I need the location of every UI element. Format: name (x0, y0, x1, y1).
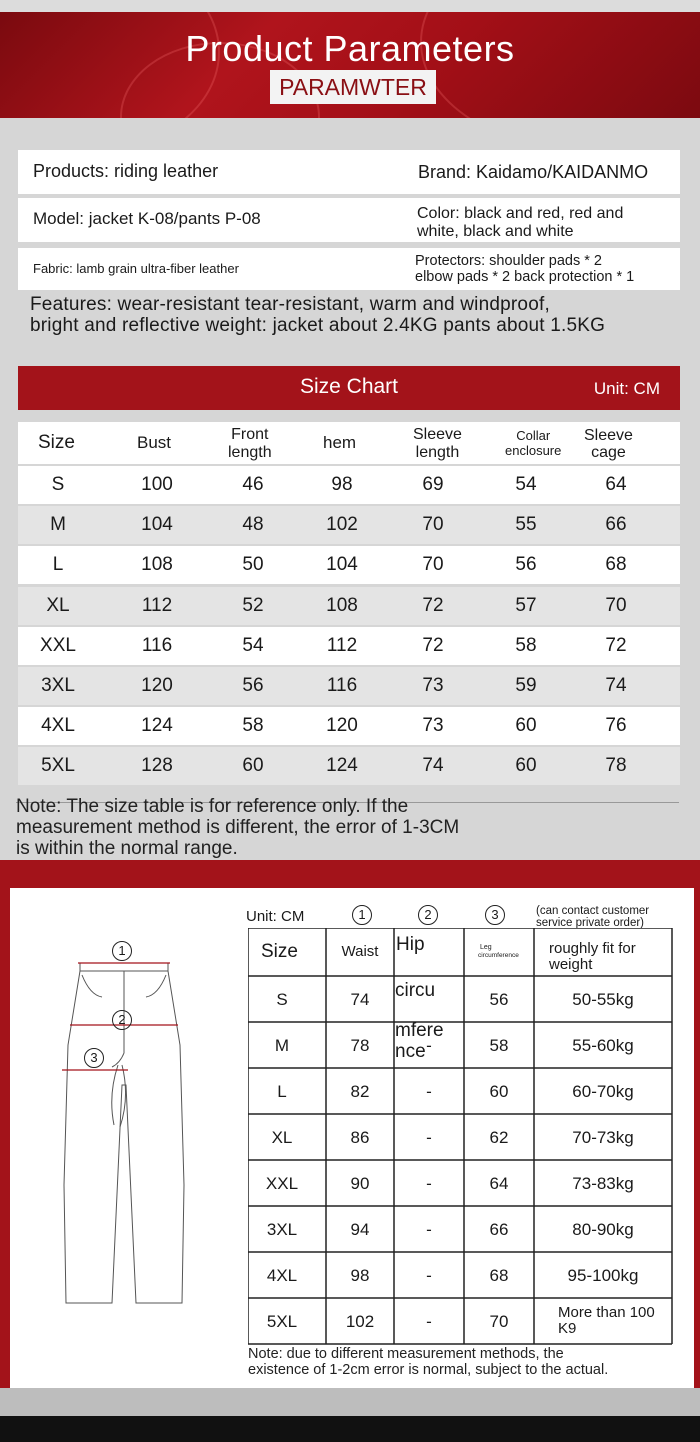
header-sleeve-length: Sleeve length (413, 426, 462, 461)
pants-cell-hip: - (426, 1220, 432, 1239)
cell-collar: 54 (515, 474, 537, 495)
cell-sleeve: 72 (422, 594, 444, 616)
cell-size: XXL (40, 634, 76, 656)
pants-cell-size: 3XL (266, 1220, 298, 1239)
cell-collar: 57 (515, 594, 537, 616)
cell-bust: 108 (141, 554, 173, 576)
cell-hem: 112 (326, 634, 358, 656)
cell-size: XL (46, 594, 70, 616)
cell-size: 4XL (41, 715, 75, 737)
cell-bust: 100 (141, 474, 173, 495)
size-chart-note (16, 796, 459, 859)
bottom-bar (0, 1416, 700, 1442)
header-bust: Bust (137, 433, 172, 452)
cell-sleeve: 70 (422, 554, 444, 576)
cell-front: 56 (242, 675, 264, 696)
color-line-1: Color: black and red, red and (417, 205, 624, 222)
cell-sleeve: 74 (422, 755, 444, 777)
pants-cell-hip: - (426, 1312, 432, 1331)
cell-cage: 64 (605, 474, 627, 495)
table-row (18, 466, 680, 504)
page-title: Product Parameters (185, 28, 515, 69)
pants-cell-weight-1: More than 100 (558, 1304, 655, 1321)
pants-cell-hip: - (426, 1266, 432, 1285)
pants-header-weight-2: weight (549, 956, 593, 973)
size-chart-title: Size Chart (299, 375, 399, 398)
pants-header-hip: Hip (396, 934, 425, 955)
cell-sleeve: 73 (422, 675, 444, 696)
pants-header-waist: Waist (341, 943, 379, 960)
cell-size: L (52, 554, 64, 576)
pants-cell-waist: 78 (350, 1036, 370, 1055)
features-line-1: Features: wear-resistant tear-resistant, warm and windproof, (30, 294, 550, 315)
contact-note: (can contact customer service private order) (536, 905, 650, 929)
pants-cell-leg: 66 (489, 1220, 509, 1239)
cell-bust: 128 (141, 755, 173, 777)
size-chart-header-row (18, 422, 680, 464)
cell-hem: 98 (331, 474, 353, 495)
cell-collar: 59 (515, 675, 537, 696)
cell-front: 60 (242, 755, 264, 777)
pants-pocket-right (146, 975, 166, 997)
pants-note (248, 1346, 608, 1378)
cell-bust: 112 (141, 594, 173, 616)
pants-cell-leg: 70 (489, 1312, 509, 1331)
col-marker-2-icon: 2 (418, 905, 438, 925)
pants-cell-hip: - (426, 1128, 432, 1147)
cell-collar: 58 (515, 634, 537, 656)
cell-cage: 74 (605, 675, 627, 696)
cell-cage: 68 (605, 554, 627, 576)
pants-cell-weight: 80-90kg (572, 1220, 634, 1239)
table-row (18, 627, 680, 665)
header-front-length: Front length (228, 426, 272, 461)
pants-cell-hip: - (426, 1174, 432, 1193)
cell-bust: 124 (141, 715, 173, 737)
fabric-text: Fabric: lamb grain ultra-fiber leather (33, 261, 239, 276)
cell-size: S (51, 474, 65, 495)
pants-drawstring (112, 1065, 126, 1127)
cell-hem: 108 (326, 594, 358, 616)
cell-bust: 120 (141, 675, 173, 696)
pants-cell-waist: 102 (345, 1312, 375, 1331)
pants-cell-size: 4XL (266, 1266, 298, 1285)
cell-hem: 102 (326, 514, 358, 536)
pants-note-line-2: existence of 1-2cm error is normal, subject to the actual. (248, 1362, 609, 1378)
cell-front: 50 (242, 554, 264, 576)
features-text (30, 294, 605, 336)
cell-cage: 76 (605, 715, 627, 737)
col-marker-3-icon: 3 (485, 905, 505, 925)
pants-cell-leg: 60 (489, 1082, 509, 1101)
pants-cell-size: L (277, 1082, 287, 1101)
pants-cell-size: 5XL (266, 1312, 298, 1331)
pants-cell-waist: 98 (350, 1266, 370, 1285)
pants-cell-hip: - (426, 1082, 432, 1101)
cell-front: 58 (242, 715, 264, 737)
protectors-text (415, 253, 634, 285)
cell-size: M (50, 514, 66, 536)
pants-cell-waist: 82 (350, 1082, 370, 1101)
pants-cell-leg: 64 (489, 1174, 509, 1193)
cell-collar: 55 (515, 514, 537, 536)
cell-collar: 60 (515, 715, 537, 737)
pants-cell-size: XL (271, 1128, 293, 1147)
cell-size: 5XL (41, 755, 75, 777)
brand-text: Brand: Kaidamo/KAIDANMO (418, 162, 649, 182)
cell-cage: 66 (605, 514, 627, 536)
cell-sleeve: 70 (422, 514, 444, 536)
cell-cage: 72 (605, 634, 627, 656)
cell-bust: 104 (141, 514, 173, 536)
pants-cell-size: S (276, 990, 288, 1009)
protectors-line-2: elbow pads * 2 back protection * 1 (415, 269, 635, 285)
table-row (18, 747, 680, 785)
pants-unit: Unit: CM (246, 908, 305, 925)
table-row (18, 587, 680, 625)
header-collar: Collar enclosure (505, 428, 562, 458)
cell-collar: 60 (515, 755, 537, 777)
pants-cell-leg: 56 (489, 990, 509, 1009)
hip-overflow-b: mfere (395, 1020, 444, 1041)
col-marker-1-icon: 1 (352, 905, 372, 925)
page-subtitle: PARAMWTER (270, 70, 436, 104)
table-row (18, 667, 680, 705)
pants-note-line-1: Note: due to different measurement methods, the (248, 1346, 564, 1362)
pants-diagram (50, 935, 200, 1315)
pants-cell-leg: 58 (489, 1036, 509, 1055)
pants-cell-weight: 73-83kg (572, 1174, 634, 1193)
pants-header-size: Size (261, 941, 298, 962)
header-sleeve-cage: Sleeve cage (584, 427, 633, 461)
products-text: Products: riding leather (33, 161, 219, 181)
note-line-3: is within the normal range. (16, 838, 238, 859)
note-line-1: Note: The size table is for reference only. If the (16, 796, 409, 817)
pants-cell-weight: 55-60kg (572, 1036, 634, 1055)
cell-hem: 116 (326, 675, 358, 696)
hip-overflow-a: circu (395, 980, 436, 1001)
cell-cage: 78 (605, 755, 627, 777)
pants-cell-leg: 68 (489, 1266, 509, 1285)
protectors-line-1: Protectors: shoulder pads * 2 (415, 253, 602, 269)
size-chart-unit: Unit: CM (593, 379, 660, 398)
pants-header-weight-1: roughly fit for (549, 940, 636, 957)
pants-cell-waist: 74 (350, 990, 370, 1009)
cell-front: 46 (242, 474, 264, 495)
pants-cell-weight-2: K9 (558, 1320, 577, 1337)
marker-3-icon: 3 (84, 1048, 104, 1068)
cell-sleeve: 72 (422, 634, 444, 656)
table-row (18, 546, 680, 584)
cell-sleeve: 69 (422, 474, 444, 495)
marker-2-icon: 2 (112, 1010, 132, 1030)
cell-front: 54 (242, 634, 264, 656)
cell-front: 48 (242, 514, 264, 536)
pants-cell-size: XXL (265, 1174, 299, 1193)
pants-header-leg-1: Leg (480, 944, 492, 951)
pants-cell-waist: 94 (350, 1220, 370, 1239)
pants-cell-hip: - (426, 1036, 432, 1055)
pants-cell-weight: 50-55kg (572, 990, 634, 1009)
cell-hem: 120 (326, 715, 358, 737)
color-text (417, 205, 623, 241)
pants-waistband (80, 963, 168, 971)
pants-cell-waist: 86 (350, 1128, 370, 1147)
hip-overflow-c: nce (395, 1041, 426, 1062)
header-hem: hem (323, 433, 357, 452)
cell-size: 3XL (41, 675, 75, 696)
top-strip (0, 0, 700, 12)
cell-front: 52 (242, 594, 264, 616)
pants-cell-leg: 62 (489, 1128, 509, 1147)
pants-cell-weight: 70-73kg (572, 1128, 634, 1147)
features-line-2: bright and reflective weight: jacket about 2.4KG pants about 1.5KG (30, 315, 606, 336)
cell-hem: 104 (326, 554, 358, 576)
pants-cell-weight: 60-70kg (572, 1082, 634, 1101)
pants-header-leg-2: circumference (478, 952, 519, 959)
table-row (18, 506, 680, 544)
cell-bust: 116 (141, 634, 173, 656)
note-line-2: measurement method is different, the error of 1-3CM (16, 817, 460, 838)
cell-hem: 124 (326, 755, 358, 777)
pants-pocket-left (82, 975, 102, 997)
cell-cage: 70 (605, 594, 627, 616)
pants-cell-weight: 95-100kg (567, 1266, 639, 1285)
model-text: Model: jacket K-08/pants P-08 (33, 209, 261, 228)
cell-collar: 56 (515, 554, 537, 576)
pants-cell-size: M (274, 1036, 290, 1055)
color-line-2: white, black and white (417, 223, 574, 240)
cell-sleeve: 73 (422, 715, 444, 737)
size-chart-bar (18, 366, 680, 410)
marker-1-icon: 1 (112, 941, 132, 961)
table-row (18, 707, 680, 745)
pants-cell-waist: 90 (350, 1174, 370, 1193)
header-size: Size (38, 432, 75, 453)
